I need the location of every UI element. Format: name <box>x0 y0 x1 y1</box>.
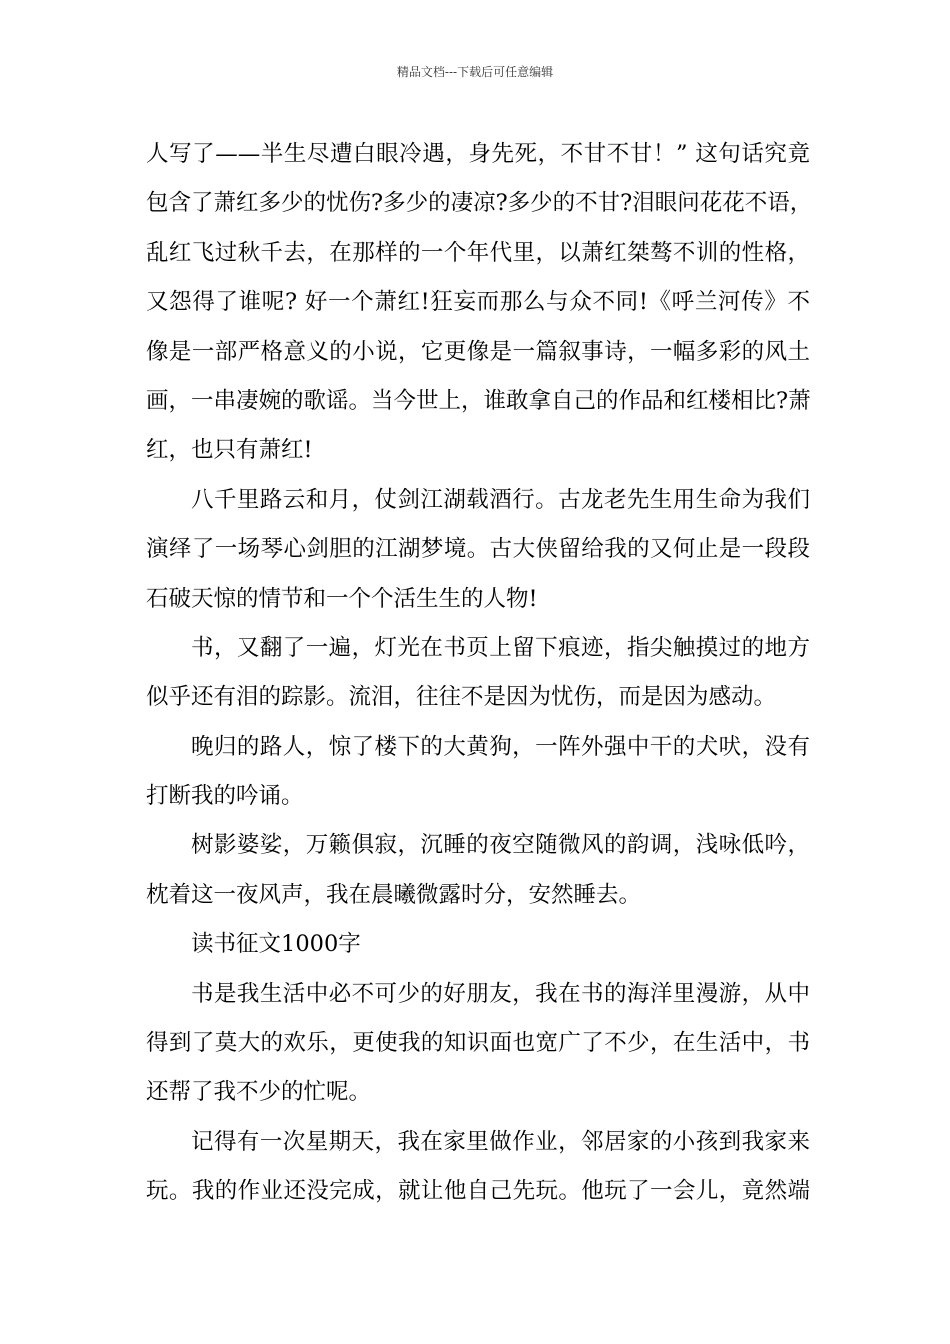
text-line: 玩。我的作业还没完成，就让他自己先玩。他玩了一会儿，竟然端 <box>146 1178 810 1205</box>
text-line: 似乎还有泪的踪影。流泪，往往不是因为忧伤，而是因为感动。 <box>146 684 777 711</box>
text-line: 红，也只有萧红! <box>146 437 313 464</box>
text-line: 演绎了一场琴心剑胆的江湖梦境。古大侠留给我的又何止是一段段 <box>146 536 810 563</box>
text-line: 石破天惊的情节和一个个活生生的人物! <box>146 585 538 612</box>
text-line: 八千里路云和月，仗剑江湖载酒行。古龙老先生用生命为我们 <box>191 486 810 513</box>
text-line: 画，一串凄婉的歌谣。当今世上，谁敢拿自己的作品和红楼相比?萧 <box>146 387 811 414</box>
text-line: 乱红飞过秋千去，在那样的一个年代里，以萧红桀骜不训的性格， <box>146 239 810 266</box>
document-body <box>146 130 813 1217</box>
page-header: 精品文档---下载后可任意编辑 <box>396 65 554 79</box>
text-line: 包含了萧红多少的忧伤?多少的凄凉?多少的不甘?泪眼问花花不语， <box>146 190 813 217</box>
text-line: 像是一部严格意义的小说，它更像是一篇叙事诗，一幅多彩的风土 <box>146 338 810 365</box>
text-line: 打断我的吟诵。 <box>146 783 304 810</box>
text-line: 树影婆娑，万籁俱寂，沉睡的夜空随微风的韵调，浅咏低吟， <box>191 832 810 859</box>
text-line: 书，又翻了一遍，灯光在书页上留下痕迹，指尖触摸过的地方 <box>191 634 810 661</box>
text-line: 又怨得了谁呢? 好一个萧红!狂妄而那么与众不同!《呼兰河传》不 <box>146 289 810 316</box>
text-line: 枕着这一夜风声，我在晨曦微露时分，安然睡去。 <box>146 881 642 908</box>
text-line: 记得有一次星期天，我在家里做作业，邻居家的小孩到我家来 <box>191 1128 810 1155</box>
text-line: 晚归的路人，惊了楼下的大黄狗，一阵外强中干的犬吠，没有 <box>191 733 810 760</box>
text-line: 得到了莫大的欢乐，更使我的知识面也宽广了不少，在生活中，书 <box>146 1030 810 1057</box>
text-line: 人写了——半生尽遭白眼冷遇，身先死，不甘不甘！” 这句话究竟 <box>146 141 810 167</box>
text-line: 书是我生活中必不可少的好朋友，我在书的海洋里漫游，从中 <box>191 980 810 1007</box>
text-line: 读书征文1000字 <box>191 931 361 958</box>
text-line: 还帮了我不少的忙呢。 <box>146 1079 372 1106</box>
